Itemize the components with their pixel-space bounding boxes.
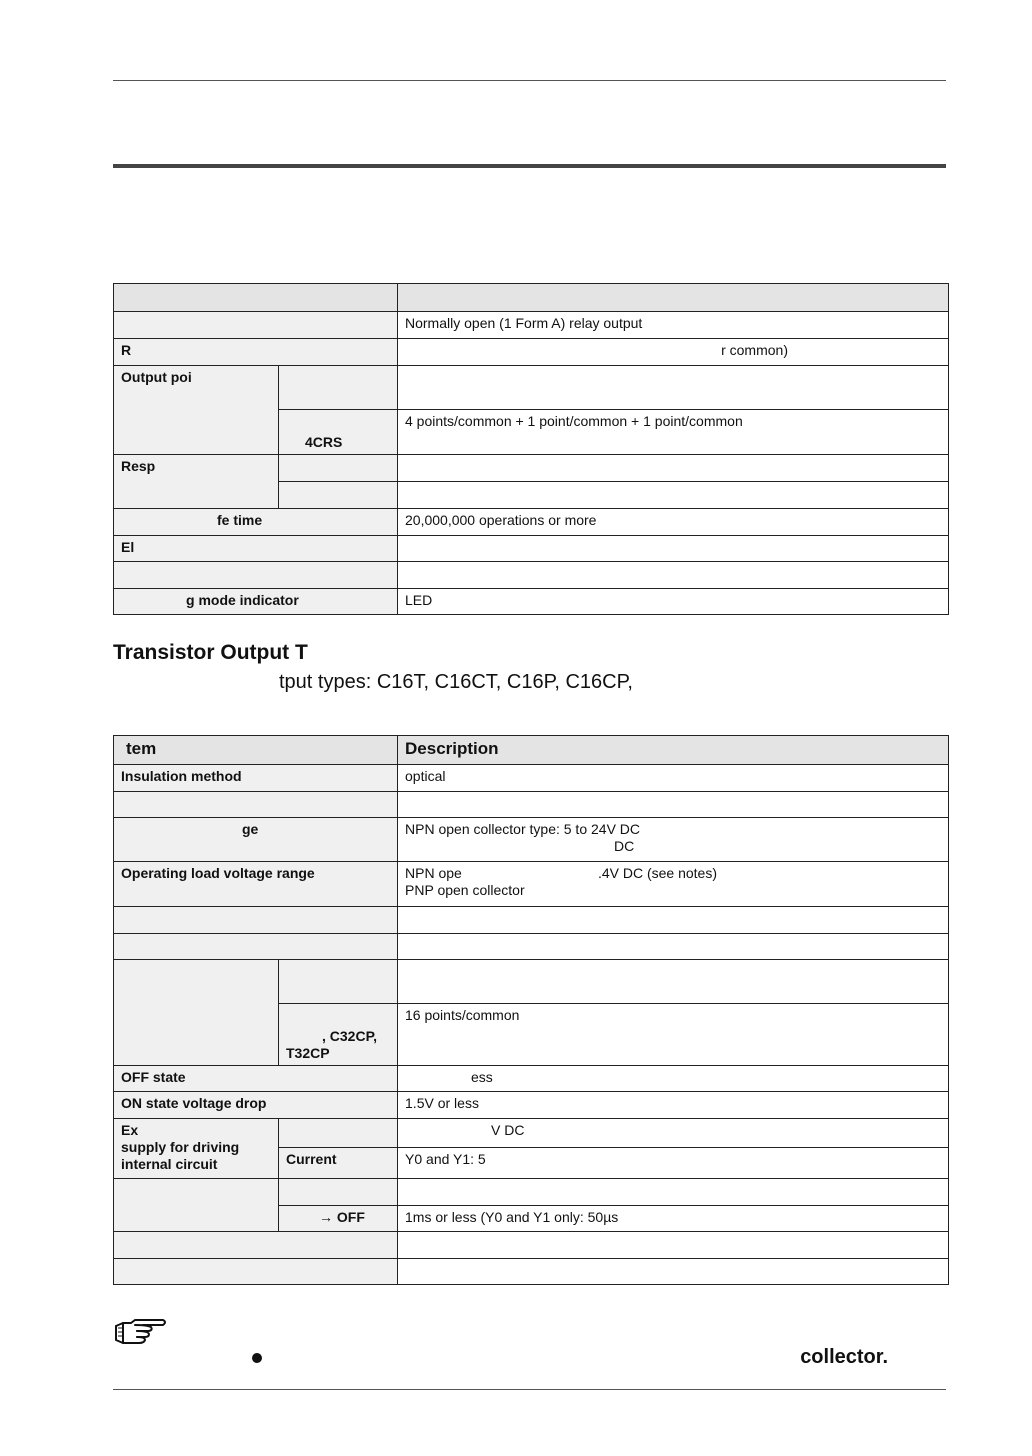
note-text: collector.: [800, 1346, 888, 1368]
header-rule: [113, 80, 946, 81]
life-time-value: 20,000,000 operations or more: [398, 509, 949, 536]
blank-row-label: [114, 562, 398, 589]
blank1-value: [398, 792, 949, 818]
output-points-sub2-label: 4CRS: [279, 410, 398, 455]
insulation-label: Insulation method: [114, 765, 398, 792]
load-voltage-range-value: [398, 862, 949, 907]
on-state-drop-value: 1.5V or less: [398, 1092, 949, 1119]
response-time-label: Resp: [114, 455, 279, 509]
response-time-sub1-label: [279, 455, 398, 482]
blank2-label: [114, 907, 398, 934]
off-state-label: OFF state: [114, 1066, 398, 1092]
rated-voltage-line2: DC: [614, 838, 635, 854]
blank1-label: [114, 792, 398, 818]
response-sub1-value: [398, 1179, 949, 1206]
output-points-sub1-value: [398, 960, 949, 1004]
external-supply-label-line2: supply for driving: [121, 1139, 240, 1155]
output-points-sub1-value: [398, 366, 949, 410]
rated-voltage-value: [398, 818, 949, 862]
electrical-life-value: [398, 536, 949, 562]
rated-voltage-label: ge: [114, 818, 398, 862]
external-supply-label-line3: internal circuit: [121, 1156, 218, 1172]
transistor-output-spec-table: [113, 735, 949, 1285]
output-points-sub2-label: [279, 1004, 398, 1066]
header-item: tem: [114, 736, 398, 765]
off-state-value: ess: [398, 1066, 949, 1092]
response-sub1-label: [279, 1179, 398, 1206]
blank5-value: [398, 1259, 949, 1285]
external-supply-sub2-label: Current: [279, 1148, 398, 1179]
blank4-value: [398, 1232, 949, 1259]
life-time-label: fe time: [114, 509, 398, 536]
output-points-label: [114, 960, 279, 1066]
section-subtitle: tput types: C16T, C16CT, C16P, C16CP,: [279, 671, 633, 693]
output-points-sub2-value: 16 points/common: [398, 1004, 949, 1066]
external-supply-sub1-label: [279, 1119, 398, 1148]
section-title: Transistor Output T: [113, 641, 308, 664]
insulation-value: optical: [398, 765, 949, 792]
blank5-label: [114, 1259, 398, 1285]
external-supply-sub2-value: Y0 and Y1: 5: [398, 1148, 949, 1179]
header-description: [398, 284, 949, 312]
header-description: Description: [398, 736, 949, 765]
rated-voltage-line1: NPN open collector type: 5 to 24V DC: [405, 821, 641, 837]
response-time-sub2-label: [279, 482, 398, 509]
blank4-label: [114, 1232, 398, 1259]
response-label: [114, 1179, 279, 1232]
blank3-value: [398, 934, 949, 960]
output-points-sub1-label: [279, 366, 398, 410]
note-bullet: [252, 1353, 262, 1363]
response-sub2-value: 1ms or less (Y0 and Y1 only: 50µs: [398, 1206, 949, 1232]
external-supply-sub1-value: V DC: [398, 1119, 949, 1148]
header-item: [114, 284, 398, 312]
output-type-label: [114, 312, 398, 339]
output-points-sub1-label: [279, 960, 398, 1004]
external-supply-label: [114, 1119, 279, 1179]
response-sub2-label: → OFF: [279, 1206, 398, 1232]
output-points-sub2-value: 4 points/common + 1 point/common + 1 point/common: [398, 410, 949, 455]
blank3-label: [114, 934, 398, 960]
blank-row-value: [398, 562, 949, 589]
rated-capacity-label: R: [114, 339, 398, 366]
rated-capacity-value: r common): [398, 339, 949, 366]
output-points-label: Output poi: [114, 366, 279, 455]
load-voltage-range-line2: PNP open collector: [405, 882, 525, 898]
response-time-sub1-value: [398, 455, 949, 482]
electrical-life-label: El: [114, 536, 398, 562]
section-rule: [113, 164, 946, 168]
pointing-hand-icon: [113, 1316, 169, 1346]
operating-mode-indicator-value: LED: [398, 589, 949, 615]
footer-rule: [113, 1389, 946, 1390]
output-points-sub2-label-line1: , C32CP,: [322, 1028, 377, 1044]
load-voltage-range-label: Operating load voltage range: [114, 862, 398, 907]
blank2-value: [398, 907, 949, 934]
external-supply-label-line1: Ex: [121, 1122, 139, 1138]
load-voltage-range-line1: NPN ope .4V DC (see notes): [405, 865, 718, 881]
output-type-value: Normally open (1 Form A) relay output: [398, 312, 949, 339]
on-state-drop-label: ON state voltage drop: [114, 1092, 398, 1119]
response-time-sub2-value: [398, 482, 949, 509]
output-points-sub2-label-line2: T32CP: [286, 1045, 330, 1061]
relay-output-spec-table: [113, 283, 949, 615]
operating-mode-indicator-label: g mode indicator: [114, 589, 398, 615]
